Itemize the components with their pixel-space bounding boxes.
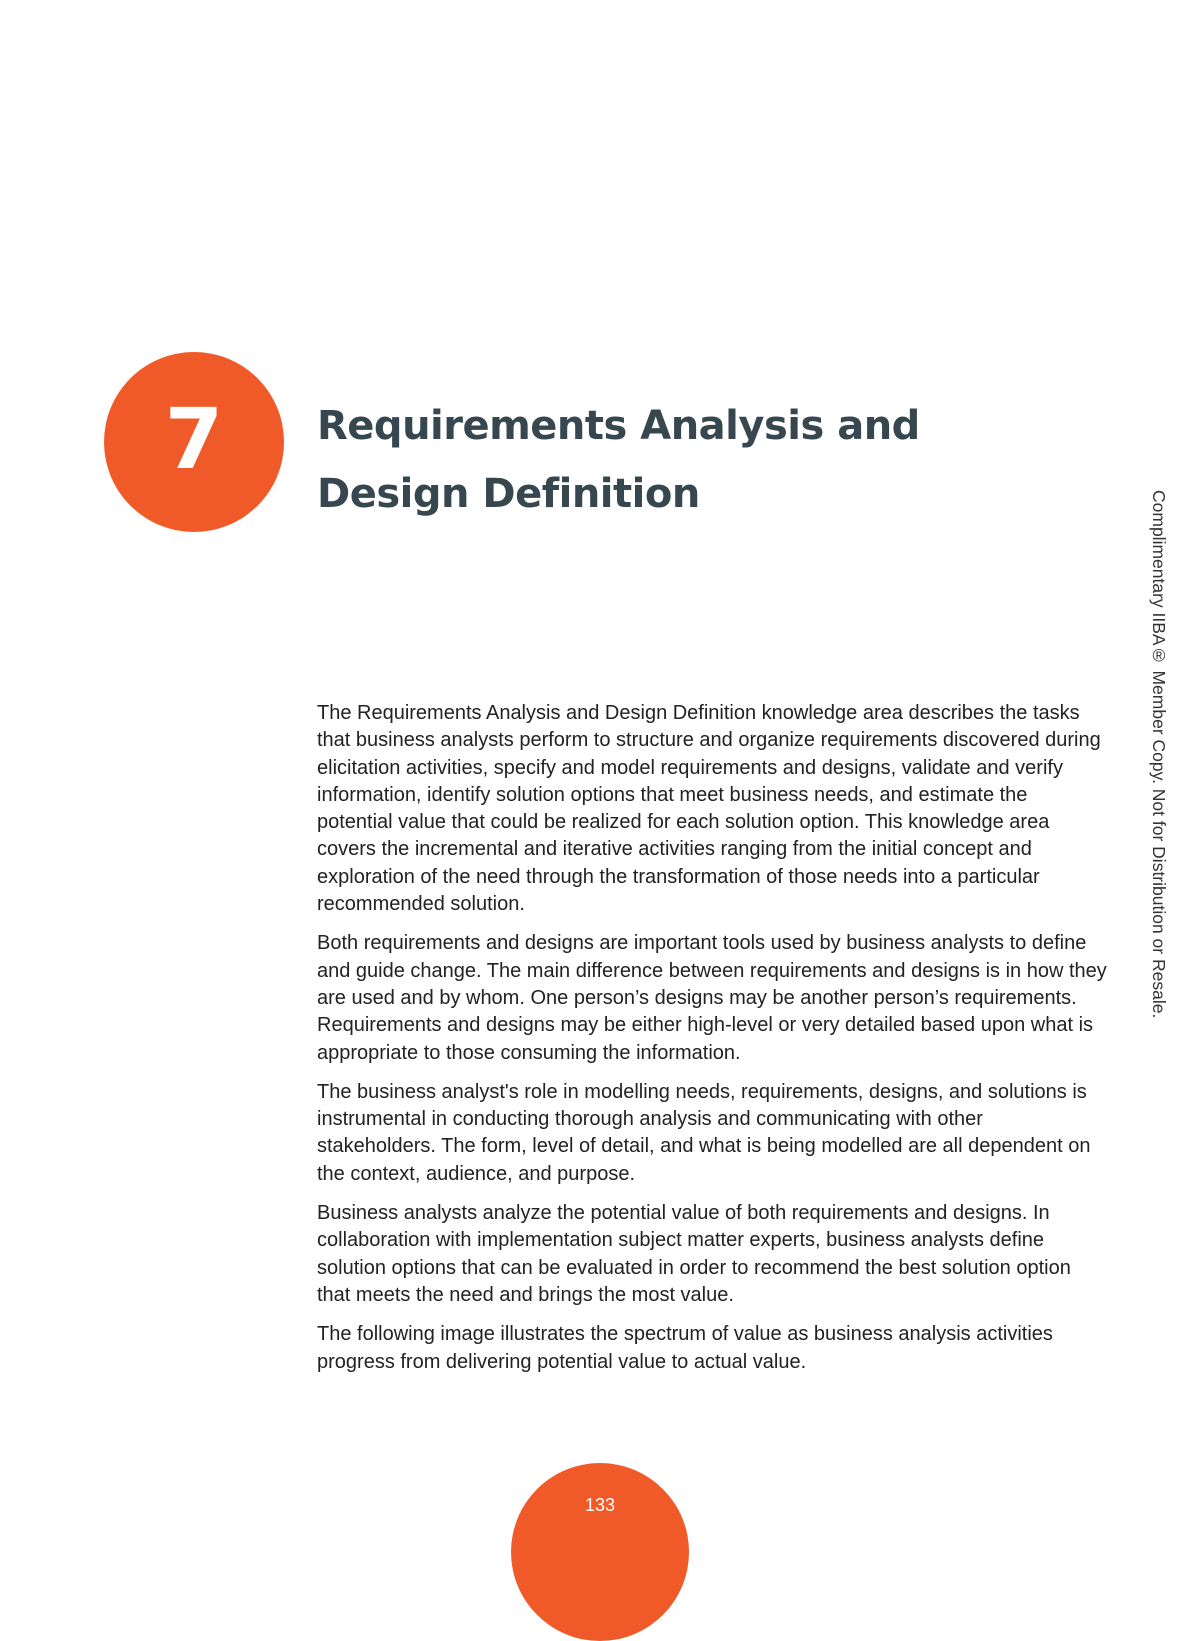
body-paragraph: The business analyst's role in modelling needs, requirements, designs, and solutions is instrumental in conducting thorough analysis and communicating with other stakeholders. The form, level of detail, and what is being modelled are all dependent on the context, audience, and purpose.: [317, 1080, 1091, 1185]
chapter-number: 7: [164, 390, 224, 488]
body-paragraph: The following image illustrates the spectrum of value as business analysis activities progress from delivering potential value to actual value.: [317, 1323, 1053, 1373]
body-paragraph: Both requirements and designs are important tools used by business analysts to define and guide change. The main difference between requirements and designs is in how they are used and by whom. One person’s designs may be another person’s requirements. Requirements and designs may be either high-level or very detailed based upon what is appropriate to those consuming the information.: [317, 932, 1107, 1064]
chapter-intro-body: [317, 700, 1107, 1388]
page-number: 133: [584, 1495, 616, 1515]
page-number-tab: [511, 1463, 689, 1641]
chapter-number-badge: [104, 352, 284, 532]
copyright-side-note: Complimentary IIBA® Member Copy. Not for Distribution or Resale.: [1149, 490, 1169, 1019]
body-paragraph: Business analysts analyze the potential value of both requirements and designs. In collaboration with implementation subject matter experts, business analysts define solution options that can be evaluated in order to recommend the best solution option that meets the need and brings the most value.: [317, 1202, 1071, 1306]
body-paragraph: The Requirements Analysis and Design Definition knowledge area describes the tasks that business analysts perform to structure and organize requirements discovered during elicitation activities, specify and model requirements and designs, validate and verify information, identify solution options that meet business needs, and estimate the potential value that could be realized for each solution option. This knowledge area covers the incremental and iterative activities ranging from the initial concept and exploration of the need through the transformation of those needs into a particular recommended solution.: [317, 702, 1101, 916]
chapter-title: Requirements Analysis and Design Definition: [317, 403, 920, 517]
